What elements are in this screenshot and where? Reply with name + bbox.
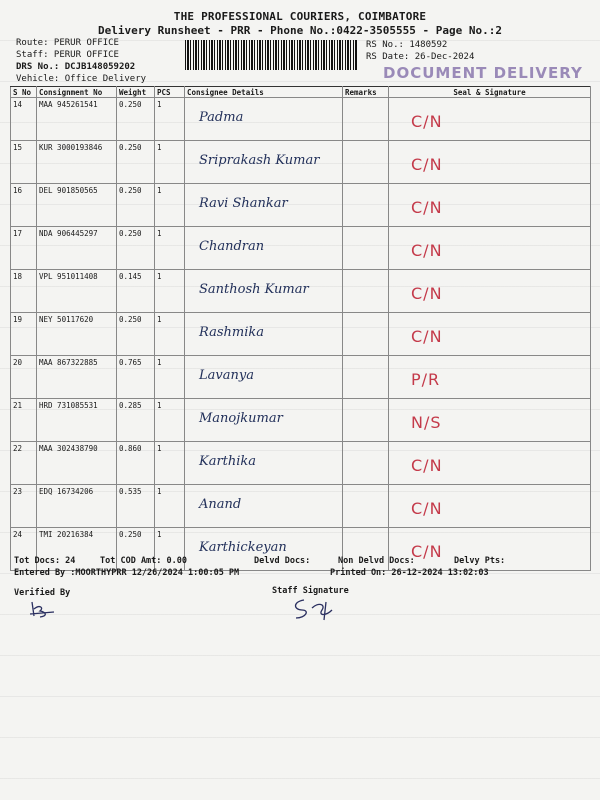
row-consignee-cell (185, 356, 343, 399)
row-consignment-no: EDQ 16734206 (37, 485, 117, 528)
table-row (11, 227, 591, 270)
entered-by: Entered By :MOORTHYPRR 12/26/2024 1:00:05 PM (14, 568, 240, 578)
rs-number: RS No.: 1480592 (366, 40, 448, 50)
row-sno: 18 (11, 270, 37, 313)
row-pcs: 1 (155, 356, 185, 399)
delivery-status-mark: C/N (411, 456, 443, 475)
table-row (11, 313, 591, 356)
row-seal-signature (389, 184, 591, 227)
verified-by-label: Verified By (14, 588, 71, 598)
row-pcs: 1 (155, 141, 185, 184)
row-consignee-cell (185, 399, 343, 442)
consignee-handwritten-name: Anand (199, 497, 242, 512)
table-row (11, 356, 591, 399)
total-docs: Tot Docs: 24 (14, 556, 76, 566)
verifier-signature-mark (28, 600, 58, 620)
delivery-status-mark: C/N (411, 241, 443, 260)
table-row (11, 485, 591, 528)
row-seal-signature (389, 227, 591, 270)
row-weight: 0.145 (117, 270, 155, 313)
row-weight: 0.250 (117, 227, 155, 270)
row-pcs: 1 (155, 184, 185, 227)
vehicle-info: Vehicle: Office Delivery (16, 74, 147, 84)
row-pcs: 1 (155, 98, 185, 141)
table-row (11, 399, 591, 442)
row-pcs: 1 (155, 313, 185, 356)
rs-date: RS Date: 26-Dec-2024 (366, 52, 475, 62)
consignee-handwritten-name: Ravi Shankar (199, 196, 288, 211)
row-consignment-no: KUR 3000193846 (37, 141, 117, 184)
staff-signature-mark (290, 596, 360, 622)
document-delivery-stamp: DOCUMENT DELIVERY (383, 64, 583, 82)
row-seal-signature (389, 313, 591, 356)
table-header-row (11, 87, 591, 98)
row-sno: 17 (11, 227, 37, 270)
row-sno: 22 (11, 442, 37, 485)
delivery-status-mark: N/S (411, 413, 442, 432)
consignee-handwritten-name: Lavanya (199, 368, 254, 383)
row-consignment-no: NEY 50117620 (37, 313, 117, 356)
row-sno: 21 (11, 399, 37, 442)
delivery-status-mark: C/N (411, 327, 443, 346)
row-weight: 0.285 (117, 399, 155, 442)
row-sno: 24 (11, 528, 37, 571)
row-consignment-no: VPL 951011408 (37, 270, 117, 313)
row-pcs: 1 (155, 227, 185, 270)
row-consignee-cell (185, 270, 343, 313)
consignee-handwritten-name: Rashmika (199, 325, 264, 340)
staff-info: Staff: PERUR OFFICE (16, 50, 119, 60)
row-weight: 0.765 (117, 356, 155, 399)
col-header-sno: S No (11, 87, 37, 98)
consignee-handwritten-name: Chandran (199, 239, 265, 254)
row-seal-signature (389, 270, 591, 313)
row-seal-signature (389, 141, 591, 184)
delivery-status-mark: C/N (411, 542, 443, 561)
row-remarks (343, 399, 389, 442)
delivery-status-mark: C/N (411, 198, 443, 217)
row-seal-signature (389, 442, 591, 485)
consignee-handwritten-name: Manojkumar (199, 411, 283, 426)
col-header-remarks: Remarks (343, 87, 389, 98)
delivery-status-mark: C/N (411, 155, 443, 174)
printed-on: Printed On: 26-12-2024 13:02:03 (330, 568, 489, 578)
row-sno: 14 (11, 98, 37, 141)
staff-signature-label: Staff Signature (272, 586, 349, 596)
table-row (11, 184, 591, 227)
row-consignment-no: MAA 945261541 (37, 98, 117, 141)
row-sno: 20 (11, 356, 37, 399)
consignee-handwritten-name: Santhosh Kumar (199, 282, 309, 297)
row-consignee-cell (185, 442, 343, 485)
delivery-status-mark: C/N (411, 499, 443, 518)
col-header-pcs: PCS (155, 87, 185, 98)
row-remarks (343, 270, 389, 313)
row-sno: 16 (11, 184, 37, 227)
runsheet-subtitle: Delivery Runsheet - PRR - Phone No.:0422-3505555 - Page No.:2 (98, 24, 502, 37)
row-remarks (343, 141, 389, 184)
delivery-status-mark: P/R (411, 370, 441, 389)
row-consignee-cell (185, 227, 343, 270)
row-seal-signature (389, 485, 591, 528)
row-remarks (343, 485, 389, 528)
non-delivered-docs: Non Delvd Docs: (338, 556, 415, 566)
row-consignee-cell (185, 141, 343, 184)
row-seal-signature (389, 399, 591, 442)
row-pcs: 1 (155, 485, 185, 528)
row-weight: 0.250 (117, 528, 155, 571)
row-remarks (343, 227, 389, 270)
row-consignee-cell (185, 184, 343, 227)
row-consignee-cell (185, 485, 343, 528)
col-header-seal-signature: Seal & Signature (389, 87, 591, 98)
row-remarks (343, 356, 389, 399)
runsheet-table (10, 86, 591, 571)
row-remarks (343, 98, 389, 141)
consignee-handwritten-name: Sriprakash Kumar (199, 153, 320, 168)
delivery-points: Delvy Pts: (454, 556, 506, 566)
row-weight: 0.250 (117, 184, 155, 227)
row-pcs: 1 (155, 442, 185, 485)
consignee-handwritten-name: Padma (199, 110, 244, 125)
row-sno: 19 (11, 313, 37, 356)
row-consignment-no: MAA 302438790 (37, 442, 117, 485)
drs-number: DRS No.: DCJB148059202 (16, 62, 136, 72)
row-remarks (343, 442, 389, 485)
row-consignment-no: DEL 901850565 (37, 184, 117, 227)
row-pcs: 1 (155, 528, 185, 571)
col-header-consignment: Consignment No (37, 87, 117, 98)
row-consignment-no: MAA 867322885 (37, 356, 117, 399)
table-row (11, 98, 591, 141)
row-weight: 0.250 (117, 98, 155, 141)
row-weight: 0.535 (117, 485, 155, 528)
delivery-status-mark: C/N (411, 112, 443, 131)
row-pcs: 1 (155, 270, 185, 313)
delivery-status-mark: C/N (411, 284, 443, 303)
company-title: THE PROFESSIONAL COURIERS, COIMBATORE (173, 10, 427, 23)
row-sno: 15 (11, 141, 37, 184)
row-seal-signature (389, 98, 591, 141)
row-remarks (343, 313, 389, 356)
barcode (185, 40, 357, 70)
row-weight: 0.860 (117, 442, 155, 485)
consignee-handwritten-name: Karthickeyan (199, 540, 287, 555)
consignee-handwritten-name: Karthika (199, 454, 257, 469)
col-header-consignee: Consignee Details (185, 87, 343, 98)
row-sno: 23 (11, 485, 37, 528)
row-consignment-no: HRD 731085531 (37, 399, 117, 442)
row-consignee-cell (185, 313, 343, 356)
row-weight: 0.250 (117, 313, 155, 356)
row-consignee-cell (185, 98, 343, 141)
row-consignment-no: NDA 906445297 (37, 227, 117, 270)
row-seal-signature (389, 356, 591, 399)
table-row (11, 141, 591, 184)
table-row (11, 270, 591, 313)
total-cod-amount: Tot COD Amt: 0.00 (100, 556, 187, 566)
row-remarks (343, 184, 389, 227)
route-info: Route: PERUR OFFICE (16, 38, 119, 48)
row-consignment-no: TMI 20216384 (37, 528, 117, 571)
row-weight: 0.250 (117, 141, 155, 184)
row-pcs: 1 (155, 399, 185, 442)
table-row (11, 442, 591, 485)
col-header-weight: Weight (117, 87, 155, 98)
delivered-docs: Delvd Docs: (254, 556, 311, 566)
